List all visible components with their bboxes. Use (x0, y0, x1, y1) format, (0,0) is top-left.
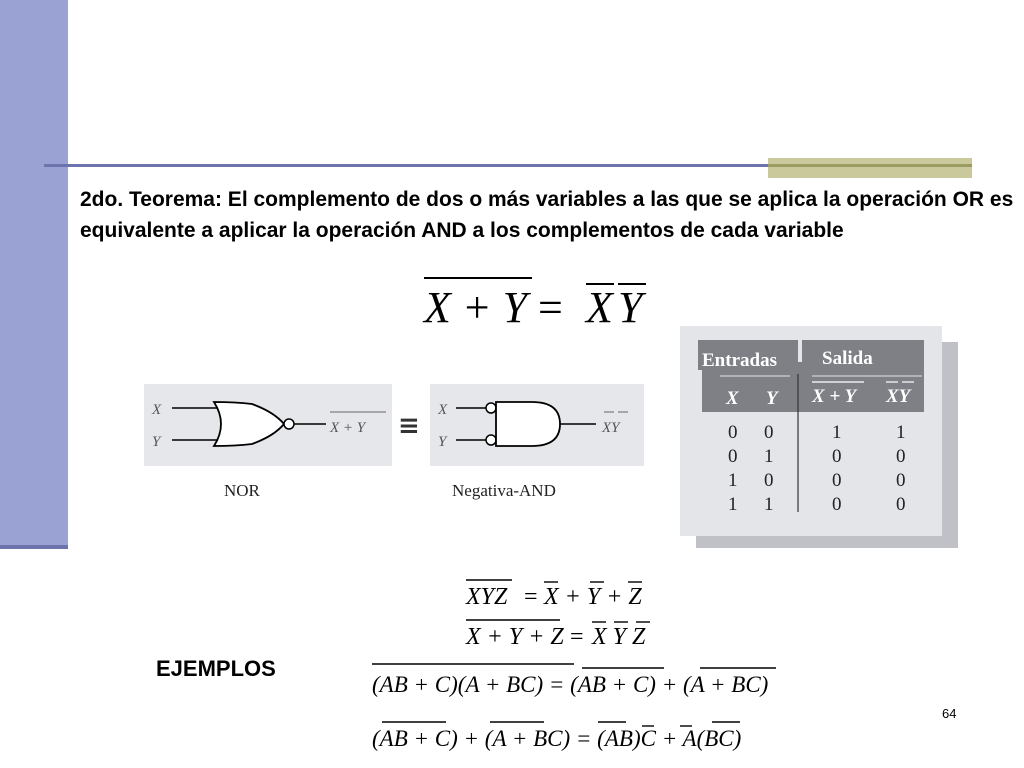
col-nor: X + Y (812, 386, 857, 407)
cell-r1-and: 0 (896, 446, 906, 467)
example4: (AB + C) + (A + BC) = (AB)C + A(BC) (372, 726, 742, 751)
cell-r0-x: 0 (728, 422, 738, 443)
nor-bubble-icon (284, 419, 294, 429)
cell-r3-nor: 0 (832, 494, 842, 515)
cell-r1-y: 1 (764, 446, 774, 467)
example-equations (360, 572, 800, 762)
nor-input-y: Y (152, 434, 161, 450)
nor-caption: NOR (224, 481, 260, 500)
gate-diagram (140, 380, 660, 510)
example1-rhs: X + Y + Z (544, 584, 642, 610)
and-gate-icon (496, 402, 560, 446)
neg-and-bubble-y-icon (486, 435, 496, 445)
sidebar-edge (0, 545, 68, 549)
col-y: Y (766, 388, 778, 409)
theorem-equals: = (538, 283, 563, 332)
cell-r1-nor: 0 (832, 446, 842, 467)
cell-r3-y: 1 (764, 494, 774, 515)
example2-rhs: X Y Z (592, 624, 646, 650)
neg-and-bubble-x-icon (486, 403, 496, 413)
title-rule (44, 164, 772, 167)
example1-lhs: XYZ (466, 584, 508, 610)
theorem-rhs-y: Y (618, 283, 643, 332)
cell-r2-y: 0 (764, 470, 774, 491)
theorem-equation (420, 270, 660, 332)
neg-and-caption: Negativa-AND (452, 481, 556, 500)
cell-r3-and: 0 (896, 494, 906, 515)
cell-r3-x: 1 (728, 494, 738, 515)
examples-label: EJEMPLOS (156, 656, 276, 681)
accent-bar (768, 158, 972, 178)
cell-r1-x: 0 (728, 446, 738, 467)
truth-table (676, 322, 966, 550)
cell-r2-and: 0 (896, 470, 906, 491)
header-entradas: Entradas (702, 350, 777, 371)
accent-line (768, 164, 972, 167)
theorem-lhs: X + Y (424, 283, 528, 332)
equivalence-icon: ≡ (398, 411, 420, 441)
sidebar-band (0, 0, 68, 545)
slide-title: 2do. Teorema: El complemento de dos o más variables a las que se aplica la operación OR es equivalente a aplicar la operación AND a los complementos de cada variable (80, 188, 1014, 242)
nor-input-x: X (152, 402, 162, 418)
cell-r2-x: 1 (728, 470, 738, 491)
example3: (AB + C)(A + BC) = (AB + C) + (A + BC) (372, 672, 769, 697)
col-x: X (726, 388, 739, 409)
page-number: 64 (942, 706, 957, 721)
theorem-rhs-x: X (586, 283, 613, 332)
nor-output: X + Y (330, 420, 366, 436)
header-salida: Salida (822, 348, 873, 369)
cell-r0-and: 1 (896, 422, 906, 443)
svg-text:=: = (570, 624, 584, 650)
col-and: XY (886, 386, 911, 407)
cell-r0-nor: 1 (832, 422, 842, 443)
cell-r0-y: 0 (764, 422, 774, 443)
neg-and-input-x: X (438, 402, 448, 418)
svg-text:=: = (524, 584, 538, 610)
example2-lhs: X + Y + Z (466, 624, 564, 650)
neg-and-input-y: Y (438, 434, 447, 450)
cell-r2-nor: 0 (832, 470, 842, 491)
neg-and-output: XY (602, 420, 620, 436)
